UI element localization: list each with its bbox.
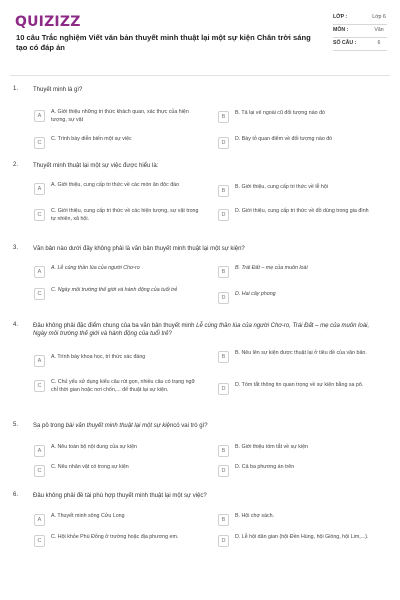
header [0, 0, 400, 80]
meta-label: SỐ CÂU : [333, 40, 357, 46]
meta-row-subject [333, 25, 387, 38]
question-header [13, 245, 373, 253]
option-text: A. Nêu toàn bộ nội dung của sự kiện [51, 444, 137, 450]
option-text: B. Nêu lên sự kiện được thuật lại ở tiêu đề của văn bản. [235, 350, 367, 356]
option-key: D [218, 465, 229, 477]
option-key: C [34, 535, 45, 547]
meta-row-count [333, 38, 387, 51]
option-c[interactable] [34, 287, 199, 300]
option-key: B [218, 351, 229, 363]
option-b[interactable] [218, 513, 388, 526]
option-b[interactable] [218, 110, 388, 123]
question-text: Văn bản nào dưới đây không phải là văn bản thuyết minh thuật lại một sự kiện? [33, 246, 245, 252]
option-text: C. Nêu nhân vật có trong sự kiện [51, 464, 129, 470]
question-number: 2. [13, 162, 19, 168]
option-key: A [34, 183, 45, 195]
option-text: C. Ngày môi trường thế giới và hành động của tuổi trẻ [51, 287, 178, 293]
meta-table [333, 12, 387, 51]
question-number: 5. [13, 422, 19, 428]
option-key: B [218, 445, 229, 457]
option-text: A. Trình bày khoa học, trí thức xác đáng [51, 354, 146, 360]
header-divider [10, 75, 390, 76]
option-a[interactable] [34, 354, 199, 367]
option-c[interactable] [34, 464, 199, 477]
meta-value: Văn [374, 27, 384, 33]
question-header [13, 162, 373, 170]
option-text: B. Giới thiệu, cung cấp tri thức về lễ hội [235, 184, 328, 190]
question-text-part: có vai trò gì? [173, 423, 208, 429]
question-text-italic: Lễ cúng thần lúa của người Chơ-ro, Trái Đất – mẹ của muôn loài, Ngày môi trường thế giới và hành động của tuổi trẻ [33, 323, 370, 337]
option-key: C [34, 288, 45, 300]
option-a[interactable] [34, 109, 199, 124]
option-key: D [218, 535, 229, 547]
question-header [13, 86, 373, 94]
question-number: 3. [13, 245, 19, 251]
option-b[interactable] [218, 184, 388, 197]
option-text: D. Lễ hội dân gian (hội Đền Hùng, hội Gióng, hội Lim,...). [235, 534, 369, 540]
option-d[interactable] [218, 136, 388, 149]
option-text: A. Giới thiệu, cung cấp tri thức về các món ăn độc đáo [51, 182, 180, 188]
option-text: D. Giới thiệu, cung cấp tri thức về đồ dùng trong gia đình [235, 208, 369, 214]
question-text-part: Đâu không phải đặc điểm chung của ba văn bản thuyết minh [33, 323, 197, 329]
option-key: D [218, 137, 229, 149]
option-d[interactable] [218, 464, 388, 477]
option-text: A. Giới thiệu những tri thức khách quan, xác thực của hiện tượng, sự vật [51, 109, 189, 123]
option-c[interactable] [34, 379, 199, 394]
option-key: A [34, 514, 45, 526]
option-key: B [218, 111, 229, 123]
question-header [13, 492, 373, 500]
question-text [33, 322, 373, 338]
option-b[interactable] [218, 265, 388, 278]
option-d[interactable] [218, 291, 388, 304]
option-key: D [218, 383, 229, 395]
question-text: Thuyết minh là gì? [33, 87, 83, 93]
option-key: D [218, 209, 229, 221]
meta-row-class [333, 12, 387, 25]
option-a[interactable] [34, 265, 199, 278]
option-text: D. Cả ba phương án trên [235, 464, 295, 470]
question-text [33, 422, 373, 430]
question-number: 1. [13, 86, 19, 92]
option-a[interactable] [34, 182, 199, 195]
option-text: C. Trình bày diễn biến một sự việc [51, 136, 132, 142]
option-text: B. Tả lại vẻ ngoài cũ đối tượng nào đó [235, 110, 325, 116]
meta-label: LỚP : [333, 14, 348, 20]
option-key: A [34, 266, 45, 278]
option-d[interactable] [218, 534, 388, 547]
option-text: C. Hội khỏe Phù Đổng ở trường hoặc địa phương em. [51, 534, 179, 540]
option-c[interactable] [34, 208, 199, 223]
option-text: C. Chủ yếu sử dụng kiểu câu rút gọn, nhiều câu có trạng ngữ chỉ thời gian hoặc nơi chốn,... để thuật lại sự kiện. [51, 379, 196, 393]
option-text: A. Lễ cúng thần lúa của người Chơ-ro [51, 265, 140, 271]
option-text: B. Giới thiệu tóm tắt về sự kiện [235, 444, 308, 450]
question-text: Đâu không phải đề tài phù hợp thuyết minh thuật lại một sự việc? [33, 493, 207, 499]
option-key: A [34, 355, 45, 367]
option-a[interactable] [34, 513, 199, 526]
option-key: C [34, 380, 45, 392]
option-c[interactable] [34, 534, 199, 547]
question-text: Thuyết minh thuật lại một sự việc được hiểu là: [33, 163, 159, 169]
option-key: B [218, 266, 229, 278]
option-text: D. Hai cây phong [235, 291, 276, 297]
option-d[interactable] [218, 208, 388, 221]
question-text-italic: bài văn thuyết minh thuật lại một sự kiện [65, 423, 174, 429]
option-a[interactable] [34, 444, 199, 457]
option-key: B [218, 514, 229, 526]
option-text: B. Hội chợ sách. [235, 513, 275, 519]
question-text-part: Sa pô trong [33, 423, 66, 429]
option-text: A. Thuyết minh sông Cửu Long [51, 513, 125, 519]
option-key: C [34, 137, 45, 149]
option-key: A [34, 110, 45, 122]
option-key: D [218, 292, 229, 304]
option-text: D. Tóm tắt thông tin quan trọng về sự kiện bằng sa pô. [235, 382, 364, 388]
option-key: C [34, 465, 45, 477]
question-header [13, 322, 373, 338]
option-text: D. Bày tỏ quan điểm về đối tượng nào đó [235, 136, 333, 142]
meta-value: Lớp 6 [372, 14, 386, 20]
meta-value: 6 [377, 40, 381, 46]
option-key: B [218, 185, 229, 197]
question-number: 4. [13, 322, 19, 328]
question-number: 6. [13, 492, 19, 498]
option-b[interactable] [218, 350, 388, 363]
option-b[interactable] [218, 444, 388, 457]
option-key: C [34, 209, 45, 221]
option-key: A [34, 445, 45, 457]
option-d[interactable] [218, 382, 388, 395]
quizizz-logo: QUIZIZZ [15, 14, 81, 30]
meta-label: MÔN : [333, 27, 349, 33]
option-text: B. Trái Đất – mẹ của muôn loài [235, 265, 308, 271]
option-c[interactable] [34, 136, 199, 149]
page-title: 10 câu Trắc nghiệm Viết văn bản thuyết minh thuật lại một sự kiện Chân trời sáng tạo có đáp án [16, 33, 311, 52]
question-header [13, 422, 373, 430]
question-text-part: ? [168, 331, 172, 337]
option-text: C. Giới thiệu, cung cấp tri thức về các hiện tượng, sự vật trong tự nhiên, xã hội. [51, 208, 199, 222]
